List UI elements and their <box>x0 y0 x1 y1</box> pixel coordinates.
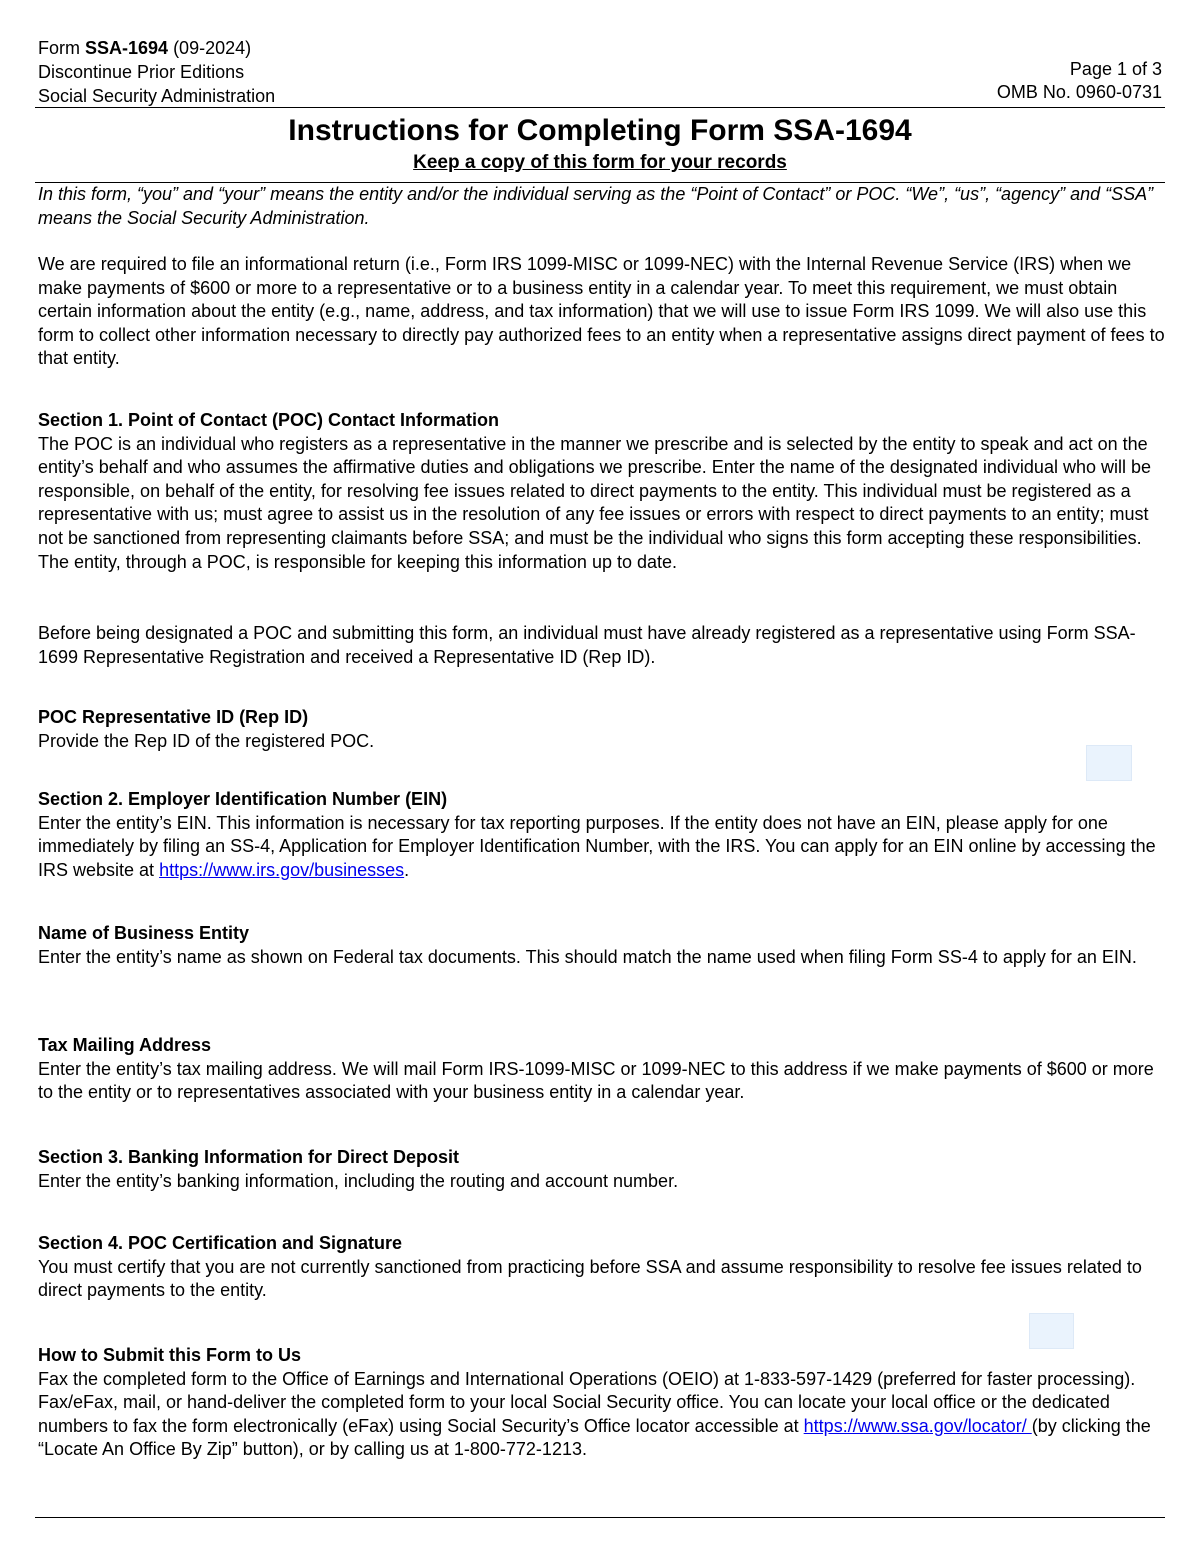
form-id-line <box>38 36 275 60</box>
section-2-text: Enter the entity’s EIN. This information is necessary for tax reporting purposes. If the entity does not have an EIN, please apply for one immediately by filing an SS-4, Application for Employer Identification Number, with the IRS. You can apply for an EIN online by accessing the IRS website at <box>38 812 1156 880</box>
business-name-body: Enter the entity’s name as shown on Federal tax documents. This should match the name used when filing Form SS-4 to apply for an EIN. <box>38 946 1137 967</box>
section-2-period: . <box>404 859 410 880</box>
ssa-locator-link[interactable]: https://www.ssa.gov/locator/ <box>803 1415 1032 1436</box>
section-3-body: Enter the entity’s banking information, including the routing and account number. <box>38 1170 679 1191</box>
business-name-heading: Name of Business Entity <box>38 923 250 943</box>
submit-section <box>38 1344 1166 1462</box>
business-name-section <box>38 922 1166 969</box>
section-1-prerequisite: Before being designated a POC and submitting this form, an individual must have already registered as a representative using Form SSA-1699 Representative Registration and received a Representative ID (Rep ID). <box>38 623 1136 667</box>
section-2-body <box>38 812 1166 883</box>
intro-definition: In this form, “you” and “your” means the entity and/or the individual serving as the “Point of Contact” or POC. “We”, “us”, “agency” and “SSA” means the Social Security Administration. <box>38 184 1154 228</box>
form-header-right <box>997 58 1162 104</box>
tax-address-heading: Tax Mailing Address <box>38 1035 212 1055</box>
section-3 <box>38 1146 1166 1193</box>
form-date: (09-2024) <box>168 38 252 58</box>
submit-body <box>38 1368 1166 1462</box>
rep-id-section <box>38 706 1166 753</box>
header-divider <box>35 107 1165 108</box>
section-2-heading: Section 2. Employer Identification Number (EIN) <box>38 789 448 809</box>
footer-divider <box>35 1517 1165 1518</box>
section-1-body: The POC is an individual who registers as a representative in the manner we prescribe and is selected by the entity to speak and act on the entity’s behalf and who assumes the affirmative duties and obligations we prescribe. Enter the name of the designated individual who will be responsible, on behalf of the entity, for resolving fee issues related to direct payments to the entity. This individual must be registered as a representative with us; must agree to assist us in the resolution of any fee issues or errors with respect to direct payments to an entity; must not be sanctioned from representing claimants before SSA; and must be the individual who signs this form accepting these responsibilities. The entity, through a POC, is responsible for keeping this information up to date. <box>38 433 1151 572</box>
tax-address-section <box>38 1034 1166 1105</box>
form-fill-field[interactable] <box>1086 745 1132 781</box>
rep-id-body: Provide the Rep ID of the registered POC. <box>38 730 375 751</box>
rep-id-heading: POC Representative ID (Rep ID) <box>38 707 309 727</box>
form-prefix: Form <box>38 38 85 58</box>
page-subtitle: Keep a copy of this form for your records <box>413 152 787 173</box>
submit-text-end: (by clicking the “Locate An Office By Zip” button), or by calling us at 1-800-772-1213. <box>38 1415 1151 1460</box>
intro-purpose: We are required to file an informational return (i.e., Form IRS 1099-MISC or 1099-NEC) with the Internal Revenue Service (IRS) when we make payments of $600 or more to a representative or to a business entity in a calendar year. To meet this requirement, we must obtain certain information about the entity (e.g., name, address, and tax information) that we will use to issue Form IRS 1099. We will also use this form to collect other information necessary to directly pay authorized fees to an entity when a representative assigns direct payment of fees to that entity. <box>38 254 1165 369</box>
submit-text: Fax the completed form to the Office of Earnings and International Operations (OEIO) at 1-833-597-1429 (preferred for faster processing). Fax/eFax, mail, or hand-deliver the completed form to your local Social Security office. You can locate your local office or the dedicated numbers to fax the form electronically (eFax) using Social Security’s Office locator accessible at <box>38 1368 1136 1436</box>
form-header-left <box>38 36 275 108</box>
section-1-heading: Section 1. Point of Contact (POC) Contact Information <box>38 410 499 430</box>
tax-address-body: Enter the entity’s tax mailing address. We will mail Form IRS-1099-MISC or 1099-NEC to this address if we make payments of $600 or more to the entity or to representatives associated with your business entity in a calendar year. <box>38 1058 1154 1103</box>
irs-website-link[interactable]: https://www.irs.gov/businesses <box>159 859 405 880</box>
page-number: Page 1 of 3 <box>1069 59 1162 79</box>
section-4-body: You must certify that you are not currently sanctioned from practicing before SSA and assume responsibility to resolve fee issues related to direct payments to the entity. <box>38 1256 1142 1301</box>
page-title: Instructions for Completing Form SSA-1694 <box>288 114 912 147</box>
submit-heading: How to Submit this Form to Us <box>38 1345 301 1365</box>
section-1 <box>38 409 1166 574</box>
discontinue-note: Discontinue Prior Editions <box>38 62 245 82</box>
section-4-heading: Section 4. POC Certification and Signature <box>38 1233 403 1253</box>
section-3-heading: Section 3. Banking Information for Direct Deposit <box>38 1147 460 1167</box>
section-2 <box>38 788 1166 882</box>
section-4 <box>38 1232 1166 1303</box>
form-number: SSA-1694 <box>85 38 169 58</box>
omb-number: OMB No. 0960-0731 <box>996 82 1162 102</box>
agency-name: Social Security Administration <box>38 86 276 106</box>
